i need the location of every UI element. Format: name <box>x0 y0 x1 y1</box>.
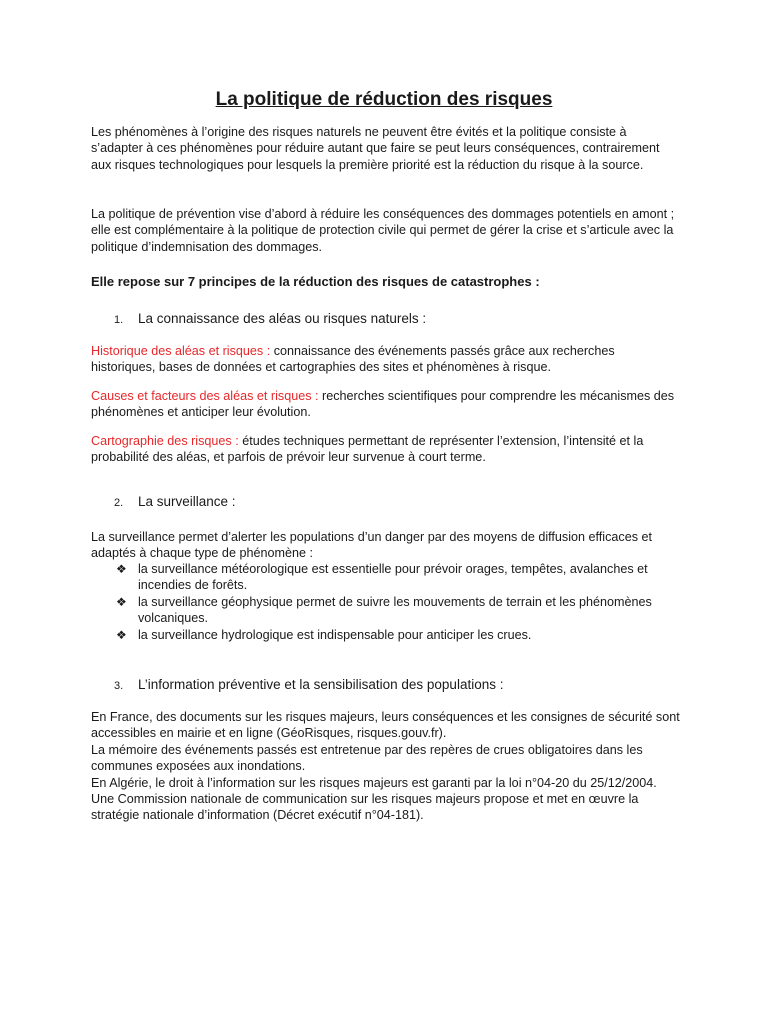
section-heading-text: La connaissance des aléas ou risques naturels : <box>138 311 427 326</box>
section-number: 3. <box>114 680 124 692</box>
list-item-text: la surveillance géophysique permet de suivre les mouvements de terrain et les phénomènes volcaniques. <box>138 594 652 626</box>
information-line: Une Commission nationale de communication sur les risques majeurs propose et met en œuvre la stratégie nationale d’information (Décret exécutif n°04-181). <box>91 792 639 823</box>
definition-term: Cartographie des risques : <box>91 434 239 448</box>
section-heading-text: La surveillance : <box>138 494 236 509</box>
surveillance-list <box>116 561 676 643</box>
diamond-bullet-icon: ❖ <box>116 562 127 576</box>
intro-paragraph-1: Les phénomènes à l’origine des risques naturels ne peuvent être évités et la politique consiste à s’adapter à ces phénomènes pour réduire autant que faire se peut leurs conséquences, contrairement aux risques technologiques pour lesquels la première priorité est la réduction du risque à la source. <box>91 125 660 172</box>
definition-text: études techniques permettant de représenter l’extension, l’intensité et la probabilité des aléas, et parfois de prévoir leur survenue à court terme. <box>91 434 644 465</box>
list-item <box>116 594 676 627</box>
information-line: La mémoire des événements passés est entretenue par des repères de crues obligatoires dans les communes exposées aux inondations. <box>91 742 643 774</box>
surveillance-paragraph: La surveillance permet d’alerter les populations d’un danger par des moyens de diffusion efficaces et adaptés à chaque type de phénomène : <box>91 530 652 561</box>
intro-paragraph-2: La politique de prévention vise d’abord à réduire les conséquences des dommages potentiels en amont ; elle est complémentaire à la politique de protection civile qui permet de gérer la crise et s’articule avec la politique d’indemnisation des dommages. <box>91 207 675 254</box>
section-number: 2. <box>114 497 124 509</box>
definition-text: connaissance des événements passés grâce aux recherches historiques, bases de données et cartographies des sites et phénomènes à risque. <box>91 344 615 375</box>
information-line: En Algérie, le droit à l’information sur les risques majeurs est garanti par la loi n°04-20 du 25/12/2004. <box>91 775 657 790</box>
list-item <box>116 561 676 594</box>
section-heading-text: L’information préventive et la sensibilisation des populations : <box>138 677 504 692</box>
list-item <box>116 627 676 643</box>
definition-causes <box>91 388 681 421</box>
information-paragraph <box>91 709 681 824</box>
definition-text: recherches scientifiques pour comprendre les mécanismes des phénomènes et anticiper leur évolution. <box>91 389 675 420</box>
definition-historique <box>91 343 681 376</box>
definition-term: Causes et facteurs des aléas et risques : <box>91 389 319 403</box>
principles-lead: Elle repose sur 7 principes de la réduction des risques de catastrophes : <box>91 274 540 289</box>
page-title: La politique de réduction des risques <box>215 89 553 110</box>
diamond-bullet-icon: ❖ <box>116 627 127 642</box>
diamond-bullet-icon: ❖ <box>116 594 127 609</box>
definition-cartographie <box>91 433 681 466</box>
information-line: En France, des documents sur les risques majeurs, leurs conséquences et les consignes de sécurité sont accessibles en mairie et en ligne (GéoRisques, risques.gouv.fr). <box>91 710 680 741</box>
section-1-heading <box>114 311 426 328</box>
section-3-heading <box>114 677 503 694</box>
section-number: 1. <box>114 314 124 326</box>
section-2-heading <box>114 494 236 511</box>
list-item-text: la surveillance hydrologique est indispensable pour anticiper les crues. <box>138 627 532 642</box>
definition-term: Historique des aléas et risques : <box>91 344 271 358</box>
list-item-text: la surveillance météorologique est essentielle pour prévoir orages, tempêtes, avalanches et incendies de forêts. <box>138 562 648 593</box>
